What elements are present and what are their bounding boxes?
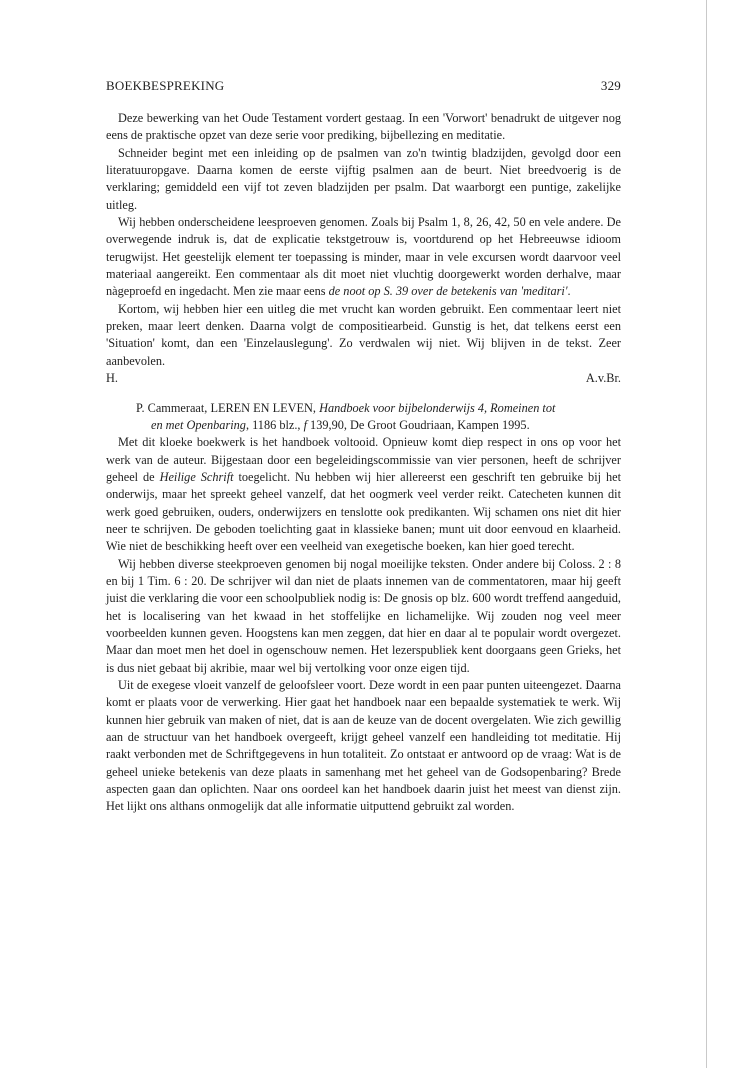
review1-paragraph-3-end: . — [567, 284, 571, 299]
review1-paragraph-3 — [106, 214, 621, 301]
citation-details-a: , 1186 blz., — [245, 417, 304, 432]
review2-paragraph-1-italic: Heilige Schrift — [159, 469, 234, 484]
signoff-initial: H. — [106, 371, 118, 386]
review2-paragraph-1-rest: toegelicht. Nu hebben wij hier allereerst een geschrift ten gebruike bij het onderwijs, maar het spreekt geheel vanzelf, dat het oogmerk veel verder reikt. Catecheten kunnen dit werk goed gebruiken, ouders, onderwijzers en tenslotte ook predikanten. Wij schamen ons niet dit hier neer te schrijven. De geboden toelichting gaat in klassieke banen; munt uit door eenvoud en klaarheid. Wie niet de beschikking heeft over een veelheid van exegetische boeken, kan hier goed terecht. — [106, 469, 622, 554]
review1-paragraph-2: Schneider begint met een inleiding op de psalmen van zo'n twintig bladzijden, gevolgd door een literatuuropgave. Daarna komen de eerste vijftig psalmen aan de beurt. Niet breedvoerig is de verklaring; gemiddeld een vijf tot zeven bladzijden per psalm. Dat waarborgt een puntige, zakelijke uitleg. — [106, 145, 621, 212]
page-edge-line — [706, 0, 707, 1068]
review1-paragraph-3-italic: de noot op S. 39 over de betekenis van 'meditari' — [328, 284, 568, 299]
review-text — [106, 110, 621, 816]
book-citation — [106, 400, 621, 435]
citation-line-2 — [124, 417, 621, 434]
running-head — [106, 76, 621, 96]
citation-currency: f — [303, 417, 307, 432]
review1-paragraph-4: Kortom, wij hebben hier een uitleg die met vrucht kan worden gebruikt. Een commentaar leert niet preken, maar leert denken. Daarna volgt de compositiearbeid. Gunstig is het, dat telkens eerst een 'Situation' komt, dan een 'Einzelauslegung'. Zo verdwalen wij niet. Wij blijven in de tekst. Zeer aanbevolen. — [106, 301, 621, 368]
review2-paragraph-2: Wij hebben diverse steekproeven genomen bij nogal moeilijke teksten. Onder andere bij Coloss. 2 : 8 en bij 1 Tim. 6 : 20. De schrijver wil dan niet de plaats innemen van de commentatoren, maar hij geeft juist die verklaring die voor een schoolpubliek nodig is: De gnosis op blz. 600 wordt treffend aangeduid, het is localisering van het kwaad in het stoffelijke en lichamelijke. Wij zouden nog veel meer voorbeelden kunnen geven. Hoogstens kan men zeggen, dat hier en daar al te populair wordt overgezet. Maar dan moet men het doel in ogenschouw nemen. Het lezerspubliek kent doorgaans geen Grieks, het is dus niet gebaat bij akribie, maar wel bij vertolking voor onze eigen tijd. — [106, 556, 621, 675]
reviewer-initials: A.v.Br. — [585, 371, 621, 386]
page-number: 329 — [600, 78, 621, 93]
review1-signoff — [106, 370, 621, 387]
section-title: BOEKBESPREKING — [106, 78, 225, 93]
citation-author-title: P. Cammeraat, LEREN EN LEVEN, — [136, 400, 320, 415]
page-body — [106, 76, 621, 816]
review1-paragraph-1: Deze bewerking van het Oude Testament vordert gestaag. In een 'Vorwort' benadrukt de uitgever nog eens de praktische opzet van deze serie voor prediking, bijbellezing en meditatie. — [106, 111, 621, 143]
review1-paragraph-3-text: Wij hebben onderscheidene leesproeven genomen. Zoals bij Psalm 1, 8, 26, 42, 50 en vele andere. De overwegende indruk is, dat de explicatie tekstgetrouw is, voortdurend op het Hebreeuwse idioom terugwijst. Het geestelijk element ter toepassing is minder, maar in vele excursen wordt daarvoor veel materiaal aangereikt. Een commentaar als dit moet niet vluchtig doorgewerkt worden derhalve, maar nàgeproefd en ingedacht. Men zie maar eens — [106, 215, 621, 299]
section-gap — [106, 388, 621, 400]
review2-paragraph-1 — [106, 434, 621, 555]
review2-paragraph-1-text: Met dit kloeke boekwerk is het handboek voltooid. Opnieuw komt diep respect in ons op voor het werk van de auteur. Bijgestaan door een begeleidingscommissie van vier personen, heeft de schrijver geheel de — [106, 435, 621, 484]
citation-details-b: 139,90, De Groot Goudriaan, Kampen 1995. — [306, 417, 530, 432]
citation-subtitle-b: en met Openbaring — [151, 417, 246, 432]
review2-paragraph-3: Uit de exegese vloeit vanzelf de geloofsleer voort. Deze wordt in een paar punten uiteengezet. Daarna komt er plaats voor de verwerking. Hier gaat het handboek naar een bepaalde systematiek te werk. Wij kunnen hier gebruik van maken of niet, dat is aan de keuze van de docent overgelaten. Wie zich gewillig aan de structuur van het handboek overgeeft, krijgt geheel vanzelf een handleiding tot meditatie. Hij raakt verbonden met de Schriftgegevens in hun totaliteit. Zo ontstaat er antwoord op de vraag: Wat is de geheel unieke betekenis van deze plaats in samenhang met het geheel van de Godsopenbaring? Brede aspecten gaan dan oplichten. Naar ons oordeel kan het handboek daarin juist het meest van dienst zijn. Het lijkt ons althans onmogelijk dat alle informatie uitputtend gebruikt zal worden. — [106, 678, 621, 814]
citation-subtitle-a: Handboek voor bijbelonderwijs 4, Romeinen tot — [319, 400, 556, 415]
